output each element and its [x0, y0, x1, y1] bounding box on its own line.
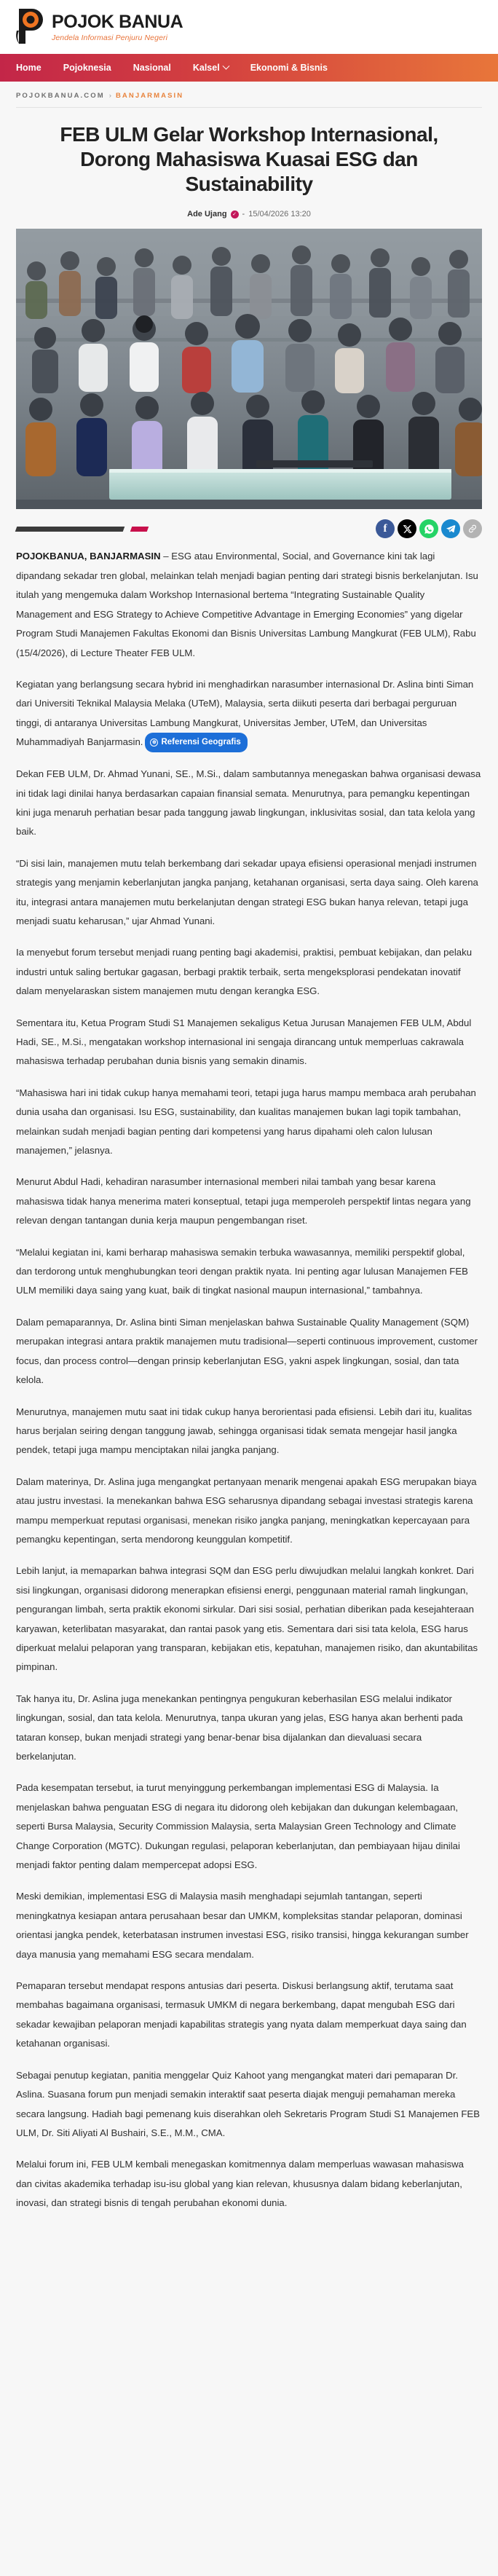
rule-red-bar — [130, 527, 149, 532]
paragraph-9: “Melalui kegiatan ini, kami berharap mahasiswa semakin terbuka wawasannya, memiliki perspektif global, dan terdorong untuk menghubungkan teori dengan praktik nyata. Ini penting agar lulusan Manajemen FEB ULM memiliki daya saing yang kuat, baik di tingkat nasional maupun internasional,” tambahnya. — [16, 1246, 468, 1296]
paragraph-7: “Mahasiswa hari ini tidak cukup hanya memahami teori, tetapi juga harus mampu membaca arah perubahan dunia usaha dan organisasi. Isu ESG, sustainability, dan kualitas manajemen bukan lagi topik tambahan, melainkan sudah menjadi bagian penting dari kompetensi yang harus dipahami oleh calon lulusan manajemen,” jelasnya. — [16, 1087, 476, 1157]
facebook-share-icon[interactable]: f — [376, 519, 395, 538]
referensi-geografis-badge[interactable] — [145, 733, 247, 752]
nav-item-kalsel[interactable] — [193, 63, 229, 73]
paragraph-11: Menurutnya, manajemen mutu saat ini tidak cukup hanya berorientasi pada efisiensi. Lebih dari itu, kualitas harus berjalan seiring dengan tanggung jawab, sehingga organisasi tidak semata mengejar hasil jangka pendek, tetapi juga mampu menciptakan nilai jangka panjang. — [16, 1406, 473, 1456]
article-body — [16, 547, 482, 2239]
site-logo[interactable] — [15, 6, 183, 47]
verified-badge-icon: ✓ — [231, 210, 239, 218]
byline-separator: - — [242, 210, 245, 219]
rule-dark-bar — [15, 527, 125, 532]
nav-label-pojoknesia: Pojoknesia — [63, 63, 111, 73]
copy-link-icon[interactable] — [463, 519, 482, 538]
nav-label-nasional: Nasional — [133, 63, 171, 73]
section-rule — [16, 527, 376, 532]
article-hero-image — [16, 229, 482, 509]
nav-label-kalsel: Kalsel — [192, 63, 220, 73]
paragraph-14: Tak hanya itu, Dr. Aslina juga menekankan pentingnya pengukuran keberhasilan ESG melalui indikator lingkungan, sosial, dan tata kelola. Menurutnya, tanpa ukuran yang jelas, ESG hanya akan berhenti pada tataran konsep, bukan menjadi strategi yang benar-benar bisa dijalankan dan dievaluasi secara berkelanjutan. — [16, 1693, 463, 1762]
paragraph-1 — [16, 547, 482, 662]
paragraph-17: Pemaparan tersebut mendapat respons antusias dari peserta. Diskusi berlangsung aktif, terutama saat membahas bagaimana organisasi, termasuk UMKM di negara berkembang, dapat mengubah ESG dari sekadar kewajiban pelaporan menjadi kapabilitas strategis yang nyata dalam memperkuat daya saing dan ketahanan organisasi. — [16, 1980, 467, 2049]
breadcrumb-current[interactable]: BANJARMASIN — [115, 92, 184, 100]
breadcrumb-root[interactable]: POJOKBANUA.COM — [16, 92, 105, 100]
breadcrumb-separator-icon: › — [108, 92, 111, 100]
site-title: POJOK BANUA — [52, 12, 183, 32]
paragraph-13: Lebih lanjut, ia memaparkan bahwa integrasi SQM dan ESG perlu diwujudkan melalui langkah konkret. Dari sisi lingkungan, organisasi didorong menerapkan efisiensi energi, penggunaan material ramah lingkungan, pengurangan limbah, serta praktik ekonomi sirkular. Dari sisi sosial, perhatian diberikan pada kesejahteraan karyawan, keterlibatan masyarakat, dan rantai pasok yang etis. Sementara dari sisi tata kelola, ESG harus diperkuat melalui pelaporan yang transparan, kebijakan etis, kepatuhan, manajemen risiko, dan akuntabilitas pimpinan. — [16, 1565, 478, 1673]
page-title: FEB ULM Gelar Workshop Internasional, Dorong Mahasiswa Kuasai ESG dan Sustainability — [60, 123, 438, 196]
x-twitter-share-icon[interactable] — [398, 519, 416, 538]
paragraph-19: Melalui forum ini, FEB ULM kembali menegaskan komitmennya dalam memperluas wawasan mahasiswa dan civitas akademika terhadap isu-isu global yang kian relevan, khususnya dalam bidang keberlanjutan, inovasi, dan strategi bisnis di tengah perubahan ekonomi dunia. — [16, 2159, 464, 2209]
geo-badge-label: Referensi Geografis — [161, 738, 241, 747]
location-pin-icon: ⊕ — [150, 738, 158, 747]
share-icon-group — [376, 519, 482, 538]
lede-label: POJOKBANUA, BANJARMASIN — [16, 551, 161, 562]
nav-item-ekonomi-bisnis[interactable] — [250, 63, 328, 73]
paragraph-2-text: Kegiatan yang berlangsung secara hybrid ini menghadirkan narasumber internasional Dr. Aslina binti Siman dari Universiti Teknikal Malaysia Melaka (UTeM), Malaysia, serta diikuti peserta dari berbagai perguruan tinggi, di antaranya Universitas Lambung Mangkurat, Universitas Jember, UTeM, dan Universitas Muhammadiyah Banjarmasin. — [16, 678, 474, 748]
article-byline — [16, 210, 482, 218]
chevron-down-icon — [222, 62, 229, 69]
paragraph-18: Sebagai penutup kegiatan, panitia menggelar Quiz Kahoot yang mengangkat materi dari pemaparan Dr. Aslina. Suasana forum pun menjadi semakin interaktif saat peserta diajak menguji pemahaman mereka secara langsung. Hadiah bagi pemenang kuis diserahkan oleh Sekretaris Program Studi S1 Manajemen FEB ULM, Dr. Siti Aliyati Al Bushairi, S.E., M.M., CMA. — [16, 2069, 481, 2138]
paragraph-4: “Di sisi lain, manajemen mutu telah berkembang dari sekadar upaya efisiensi operasional menjadi instrumen strategis yang menjamin keberlanjutan jangka panjang, ketahanan organisasi, serta daya saing. Oleh karena itu, integrasi antara manajemen mutu berkelanjutan dengan strategi ESG bukan hanya relevan, tetapi juga menjadi suatu keharusan,” ujar Ahmad Yunani. — [16, 857, 478, 926]
share-bar — [16, 509, 482, 547]
nav-label-ekonomi-bisnis: Ekonomi & Bisnis — [250, 63, 328, 73]
telegram-share-icon[interactable] — [441, 519, 460, 538]
paragraph-1-text: – ESG atau Environmental, Social, and Governance kini tak lagi dipandang sekadar tren global, melainkan telah menjadi bagian penting dari strategi bisnis berkelanjutan. Isu itulah yang mengemuka dalam Workshop Internasional bertema “Integrating Sustainable Quality Management and ESG Strategy to Achieve Competitive Advantage in Emerging Economies” yang digelar Program Studi Manajemen Fakultas Ekonomi dan Bisnis Universitas Lambung Mangkurat (FEB ULM), Rabu (15/4/2026), di Lecture Theater FEB ULM. — [16, 551, 478, 658]
author-name[interactable]: Ade Ujang — [187, 210, 227, 219]
paragraph-3: Dekan FEB ULM, Dr. Ahmad Yunani, SE., M.Si., dalam sambutannya menegaskan bahwa organisasi dewasa ini tidak lagi dinilai hanya berdasarkan capaian finansial semata. Menurutnya, para pemangku kepentingan kini juga menaruh perhatian besar pada tanggung jawab lingkungan, inklusivitas sosial, dan tata kelola yang baik. — [16, 768, 481, 838]
whatsapp-share-icon[interactable] — [419, 519, 438, 538]
paragraph-15: Pada kesempatan tersebut, ia turut menyinggung perkembangan implementasi ESG di Malaysia. Ia menjelaskan bahwa penguatan ESG di negara itu didorong oleh kebijakan dan dukungan kelembagaan, seperti Bursa Malaysia, Security Commission Malaysia, serta Malaysian Green Technology and Climate Change Corporation (MGTC). Dukungan regulasi, pelaporan keberlanjutan, dan pembiayaan hijau dinilai menjadi faktor penting dalam mempercepat adopsi ESG. — [16, 1782, 460, 1871]
paragraph-16: Meski demikian, implementasi ESG di Malaysia masih menghadapi sejumlah tantangan, seperti meningkatnya kesiapan antara perusahaan besar dan UMKM, kompleksitas standar pelaporan, dominasi orientasi jangka pendek, keterbatasan instrumen investasi ESG, risiko transisi, hingga kekurangan sumber daya manusia yang memahami ESG secara mendalam. — [16, 1891, 469, 1960]
site-tagline: Jendela Informasi Penjuru Negeri — [52, 34, 168, 42]
site-masthead — [0, 0, 498, 54]
paragraph-8: Menurut Abdul Hadi, kehadiran narasumber internasional memberi nilai tambah yang besar karena mahasiswa tidak hanya menerima materi konseptual, tetapi juga memperoleh perspektif lintas negara yang relevan dengan tantangan dunia kerja maupun pengembangan riset. — [16, 1176, 471, 1226]
nav-item-home[interactable] — [16, 63, 42, 73]
paragraph-2 — [16, 675, 482, 752]
nav-item-pojoknesia[interactable] — [63, 63, 111, 73]
main-navigation — [0, 54, 498, 82]
nav-label-home: Home — [16, 63, 42, 73]
paragraph-5: Ia menyebut forum tersebut menjadi ruang penting bagi akademisi, praktisi, pembuat kebijakan, dan pelaku industri untuk saling bertukar gagasan, berbagi praktik terbaik, serta mengeksplorasi pendekatan inovatif dalam menyelaraskan sistem manajemen mutu dengan kerangka ESG. — [16, 947, 473, 997]
breadcrumb — [16, 82, 482, 108]
paragraph-10: Dalam pemaparannya, Dr. Aslina binti Siman menjelaskan bahwa Sustainable Quality Management (SQM) merupakan integrasi antara praktik manajemen mutu tradisional—seperti continuous improvement, customer focus, dan process control—dengan prinsip keberlanjutan ESG, yakni aspek lingkungan, sosial, dan tata kelola. — [16, 1316, 478, 1386]
paragraph-6: Sementara itu, Ketua Program Studi S1 Manajemen sekaligus Ketua Jurusan Manajemen FEB ULM, Abdul Hadi, SE., M.Si., mengatakan workshop internasional ini sengaja dirancang untuk memperluas cakrawala mahasiswa terhadap perubahan dunia bisnis yang semakin dinamis. — [16, 1017, 472, 1067]
pojok-banua-logo-icon — [15, 6, 47, 47]
nav-item-nasional[interactable] — [133, 63, 171, 73]
paragraph-12: Dalam materinya, Dr. Aslina juga mengangkat pertanyaan menarik mengenai apakah ESG merupakan biaya atau justru investasi. Ia menekankan bahwa ESG seharusnya dipandang sebagai investasi strategis karena mampu memperkuat reputasi organisasi, menekan risiko jangka panjang, meningkatkan kepercayaan para pemangku kepentingan, serta mendorong keunggulan kompetitif. — [16, 1476, 477, 1545]
publish-date: 15/04/2026 13:20 — [248, 210, 311, 219]
